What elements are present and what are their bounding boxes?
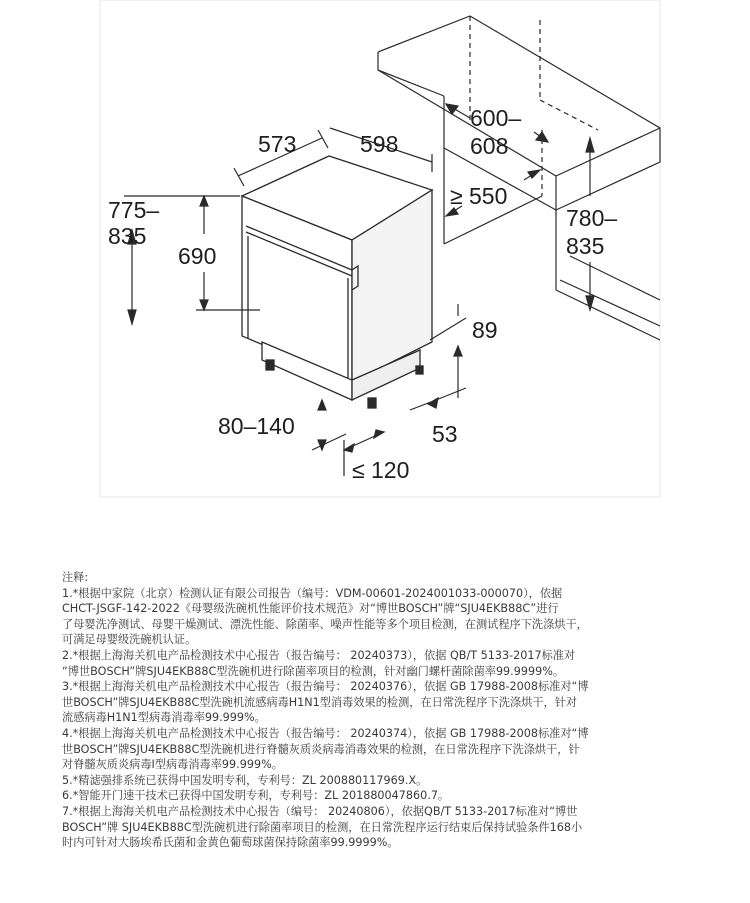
dim-niche-height-bottom: 835 [566, 233, 605, 259]
dim-niche-height-top: 780– [566, 205, 618, 231]
note-item: 5.*精滤强排系统已获得中国发明专利，专利号：ZL 200880117969.X。 [62, 773, 428, 787]
note-item: 1.*根据中家院（北京）检测认证有限公司报告（编号：VDM-00601-2024001033-000070），依据 CHCT-JSGF-142-2022《母婴级洗碗机性能评价技术规范》对“博世BOSCH”牌“SJU4EKB88C”进行 了母婴洗净测试、母婴干燥测试、漂洗性能、除菌率、噪声性能等多个项目检测，在测试程序下洗涤烘干， 可满足母婴级洗碗机认证。 [62, 586, 588, 647]
dim-depth-573: 573 [258, 131, 297, 157]
note-item: 4.*根据上海海关机电产品检测技术中心报告（报告编号： 20240374），依据 GB 17988-2008标准对“博 世BOSCH”牌SJU4EKB88C型洗碗机进行脊髓灰质炎病毒消毒效果的检测，在日常洗程序下洗涤烘干，针 对脊髓灰质炎病毒I型病毒消毒率99.999%。 [62, 726, 589, 772]
dim-height-690: 690 [178, 243, 217, 269]
dishwasher-illustration [242, 156, 432, 408]
dim-plinth-53: 53 [432, 421, 458, 447]
notes-heading: 注释: [62, 571, 89, 584]
dim-niche-width-bottom: 608 [470, 133, 509, 159]
dim-niche-width-top: 600– [470, 105, 522, 131]
dim-height-range-bottom: 835 [108, 223, 147, 249]
dim-height-range-top: 775– [108, 197, 160, 223]
dim-niche-depth-min: ≥ 550 [450, 183, 508, 209]
dim-plinth-89: 89 [472, 317, 498, 343]
footnotes [62, 570, 702, 851]
note-item: 7.*根据上海海关机电产品检测技术中心报告（编号： 20240806），依据QB/T 5133-2017标准对“博世 BOSCH”牌 SJU4EKB88C型洗碗机进行除菌率项目的检测，在日常洗程序运行结束后保持试验条件168小 时内可针对大肠埃希氏菌和金黄色葡萄球菌保持除菌率99.9999%。 [62, 804, 583, 850]
note-item: 6.*智能开门速干技术已获得中国发明专利，专利号：ZL 201880047860.7。 [62, 789, 450, 803]
dim-recess-max: ≤ 120 [352, 457, 410, 483]
dim-width-598: 598 [360, 131, 399, 157]
dim-foot-range: 80–140 [218, 413, 295, 439]
note-item: 3.*根据上海海关机电产品检测技术中心报告（报告编号： 20240376），依据 GB 17988-2008标准对“博 世BOSCH”牌SJU4EKB88C型洗碗机流感病毒H1N1型消毒效果的检测，在日常洗程序下洗涤烘干，针对 流感病毒H1N1型病毒消毒率99.999%。 [62, 680, 589, 725]
note-item: 2.*根据上海海关机电产品检测技术中心报告（报告编号： 20240373），依据 QB/T 5133-2017标准对 “博世BOSCH”牌SJU4EKB88C型洗碗机进行除菌率项目的检测，针对幽门螺杆菌除菌率99.9999%。 [62, 648, 576, 678]
